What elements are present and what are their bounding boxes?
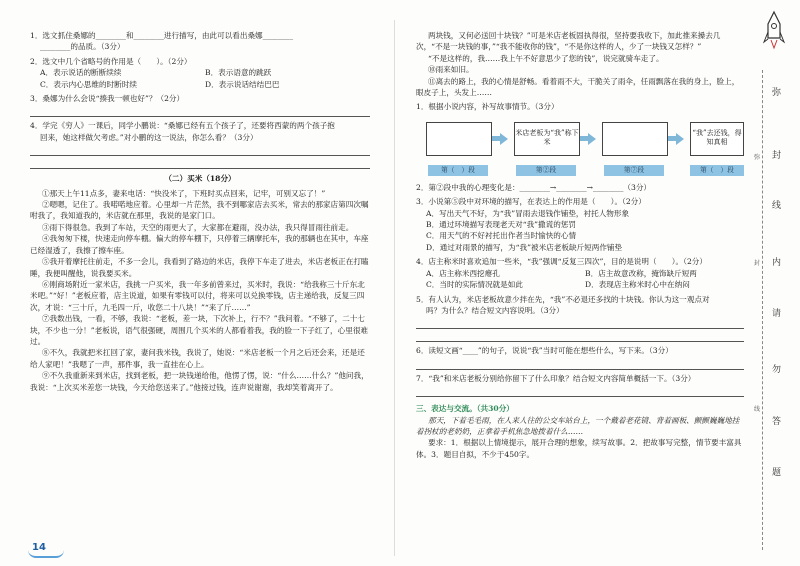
option-d[interactable]: D．表示说话结结巴巴 (205, 79, 280, 89)
rq-4-option-d[interactable]: D．表现店主称米时心中在纳闷 (585, 280, 690, 290)
question-4-line-2: 回来，她这样做欠考虑。”对小鹏的这一说法，你怎么看？（3分） (40, 132, 258, 142)
seal-char: 题 (772, 468, 782, 478)
option-b[interactable]: B．表示语意的跳跃 (205, 68, 272, 78)
rq-3-option-d[interactable]: D．通过对雨景的描写，为“我”被米店老板缺斤短两作铺垫 (426, 242, 623, 252)
seal-char: 线 (772, 201, 782, 211)
seal-small-char: 线 (754, 406, 761, 413)
story-continuation-3: ⑩雨来如旧。 (428, 65, 474, 75)
flow-label-1: 第（ ）段 (428, 165, 488, 176)
rq-3-option-c[interactable]: C．用天气的不好衬托出作者当时愉快的心情 (426, 231, 577, 241)
wave-decoration-icon (28, 550, 64, 558)
question-3-stem: 3．桑娜为什么会说“揍我一顿也好”？（2分） (30, 94, 185, 104)
rq-2-stem: 2．第②段中我的心理变化是：________→________→________（3分） (416, 182, 652, 192)
rq-1-stem: 1．根据小说内容，补写故事情节。（3分） (416, 102, 559, 112)
rq-4-option-a[interactable]: A．店主称米西挖瘪孔 (426, 268, 500, 278)
seal-char: 内 (772, 258, 782, 268)
flow-arrow-icon (676, 133, 684, 145)
paragraph-2: ②嗯嗯，记住了。我喏喏地应着。心里却一片茫然，我不到哪家店去买米，常去的那家店第四次嘱咐我了，我知道我的，米店就在那里，我说的是家门口。 (30, 200, 369, 221)
page-number-badge (28, 540, 68, 556)
option-c[interactable]: C．表示内心思维的时断时续 (40, 79, 137, 89)
gutter-line (394, 20, 395, 556)
paragraph-3: ③雨下得很急。我到了车站，天空的雨更大了，大家都在避雨，没办法，我只得冒雨往前走。 (42, 222, 354, 232)
rq-4-stem: 4．店主称米时喜欢追加一些米，“我”强调“反复三四次”，目的是说明（ ）。（2分） (416, 257, 707, 267)
question-1-line-2: ________的品质。（3分） (40, 42, 125, 52)
story-continuation-4: ⑪离去的路上，我的心情是舒畅。看着雨不大，干脆关了雨伞，任雨飘落在我的身上，脸上，眼皮子上，头发上…… (416, 76, 740, 98)
flow-box-4: “我”去还钱，得知真相 (690, 122, 744, 156)
seal-small-char: 封 (754, 260, 761, 267)
left-column (30, 30, 370, 393)
rq-3-stem: 3．小说第⑤段中对环境的描写，在表达上的作用是（ ）。（2分） (416, 197, 646, 207)
story-continuation-1: 两块钱，又何必送回十块钱？”可是米店老板固执得很，坚持要我收下，加此推来搡去几次，“不是一块钱的事，”“我不能收你的钱”，“不是你这样的人，少了一块钱又怎样？” (416, 31, 721, 52)
answer-line[interactable] (416, 318, 744, 329)
page-number: 14 (32, 542, 46, 553)
option-a[interactable]: A．表示说话的断断续续 (40, 68, 122, 78)
question-4-line-1: 4．学完《穷人》一课后，同学小鹏说：“桑娜已经有五个孩子了，还要将西蒙的两个孩子抱 (30, 121, 335, 131)
section-3-requirements: 要求：1．根据以上情境提示，展开合理的想象，续写故事。2．把故事写完整，情节要丰富具体。3．题目自拟，不少于450字。 (416, 438, 742, 459)
rq-5-line-2: 吗？为什么？结合短文内容说明。（3分） (426, 305, 564, 315)
rq-7-stem: 7．“我”和米店老板分别给你留下了什么印象？结合短文内容简单概括一下。（3分） (416, 373, 696, 383)
seal-char: 封 (772, 151, 782, 161)
section-3-prompt: 那天，下着毛毛雨，在人来人往的公交车站台上，一个戴着老花镜、背着画板、颤颤巍巍地挂着拐杖的老奶奶，正拿着手机焦急地拨着什么…… (416, 415, 740, 436)
answer-line[interactable] (30, 158, 370, 169)
rocket-icon (762, 10, 786, 50)
rq-4-options-row-2 (416, 279, 744, 290)
flow-box-2: 米店老板为“我”称下米 (514, 122, 580, 156)
question-1-line-1: 1．选文抓住桑娜的________和________进行描写，由此可以看出桑娜________ (30, 31, 294, 40)
flow-arrow-icon (588, 133, 596, 145)
answer-line[interactable] (416, 331, 744, 342)
rq-3-option-b[interactable]: B．通过环境描写表现老天对“我”撒谎的惩罚 (426, 220, 577, 230)
plot-flowchart (416, 116, 744, 178)
paragraph-7: ⑦我数出钱，一看，不够，我说：“老板，差一块，下次补上，行不？”我问着。“不够了，二十七块，不少也一分！”老板说，语气很强硬，周围几个买米的人都看着我，我的脸一下子红了，心里很难过。 (30, 314, 369, 346)
question-2-stem: 2．选文中几个省略号的作用是（ ）。（2分） (30, 56, 192, 66)
question-2-options-row-2 (30, 79, 370, 90)
flow-box-1-blank[interactable] (426, 122, 492, 156)
answer-line[interactable] (416, 386, 744, 397)
rq-4-option-b[interactable]: B．店主故意改称，掩饰缺斤短两 (585, 268, 697, 278)
paragraph-1: ①那天上午11点多，妻来电话：“快没米了，下班时买点回来，记牢，可别又忘了！” (42, 188, 326, 198)
question-2-options-row-1 (30, 67, 370, 78)
answer-line[interactable] (30, 106, 370, 117)
seal-strip (748, 0, 800, 566)
answer-line[interactable] (416, 359, 744, 370)
rq-6-stem: 6．读短文画“____”的句子，说说“我”当时可能在想些什么，写下来。（3分） (416, 346, 673, 356)
flow-label-2: 第②段 (516, 165, 576, 176)
flow-arrow-icon (500, 133, 508, 145)
flow-label-3: 第⑦段 (604, 165, 664, 176)
rq-4-options-row-1 (416, 268, 744, 279)
flow-box-3-blank[interactable] (602, 122, 668, 156)
section-2-title: （二）买米（18分） (164, 174, 236, 184)
answer-line[interactable] (30, 145, 370, 156)
paragraph-6: ⑥刚商场附近一家米店，我挑一户买米，我一年多前曾来过，买米时，我说：“给我称三十斤东北米吧。”“好！”老板应着，店主说道，如果有零钱可以付，将来可以兑换零钱，店主递给我，反复三四次，才说：“三十斤，九毛四一斤，收您二十八块！”“来了斤……” (30, 279, 365, 312)
rq-3-option-a[interactable]: A．写出天气不好，为“我”冒雨去退钱作铺垫，衬托人物形象 (426, 208, 630, 218)
seal-char: 请 (772, 309, 782, 319)
rq-5-line-1: 5．有人认为，米店老板故意少拌在先，“我”不必退还多找的十块钱。你认为这一观点对 (416, 294, 710, 304)
section-3-title: 三、表达与交流。（共30分） (416, 404, 514, 414)
seal-small-char: 弥 (754, 154, 761, 161)
seal-char: 答 (772, 417, 782, 427)
right-column (416, 30, 744, 460)
rq-4-option-c[interactable]: C．当时的实际情况就是如此 (426, 280, 523, 290)
paragraph-4: ④我匆匆下楼，快速走向停车棚。偏大的停车棚下，只停着三辆摩托车，我的那辆也在其中，车座已经湿透了，我擦了擦车座。 (30, 234, 369, 255)
paragraph-9: ⑨不久我重新来到米店，找到老板，把一块钱递给他，他愣了愣，说：“什么……什么？”他问我，我说：“上次买米差您一块钱，今天给您送来了。”他接过钱，连声说谢谢，我却笑着离开了。 (30, 371, 369, 392)
story-continuation-2: “不是这样的，我……我上午不好意思少了您的钱”，说完就骑车走了。 (428, 53, 664, 63)
flow-label-4: 第（ ）段 (690, 165, 744, 176)
seal-char: 弥 (772, 88, 782, 98)
seal-char: 勿 (772, 365, 782, 375)
paragraph-5: ⑤我开着摩托往前走，不多一会儿，我看到了路边的米店，我停下车走了进去，米店老板正在打瞌睡，我便叫醒他，说我要买米。 (30, 257, 369, 278)
paragraph-8: ⑧不久，我就把米扛回了家，妻问我米钱，我说了，她说：“米店老板一个月之后还会来，还是还给人家吧！”我嗯了一声，那件事，我一直挂在心上。 (30, 348, 365, 369)
